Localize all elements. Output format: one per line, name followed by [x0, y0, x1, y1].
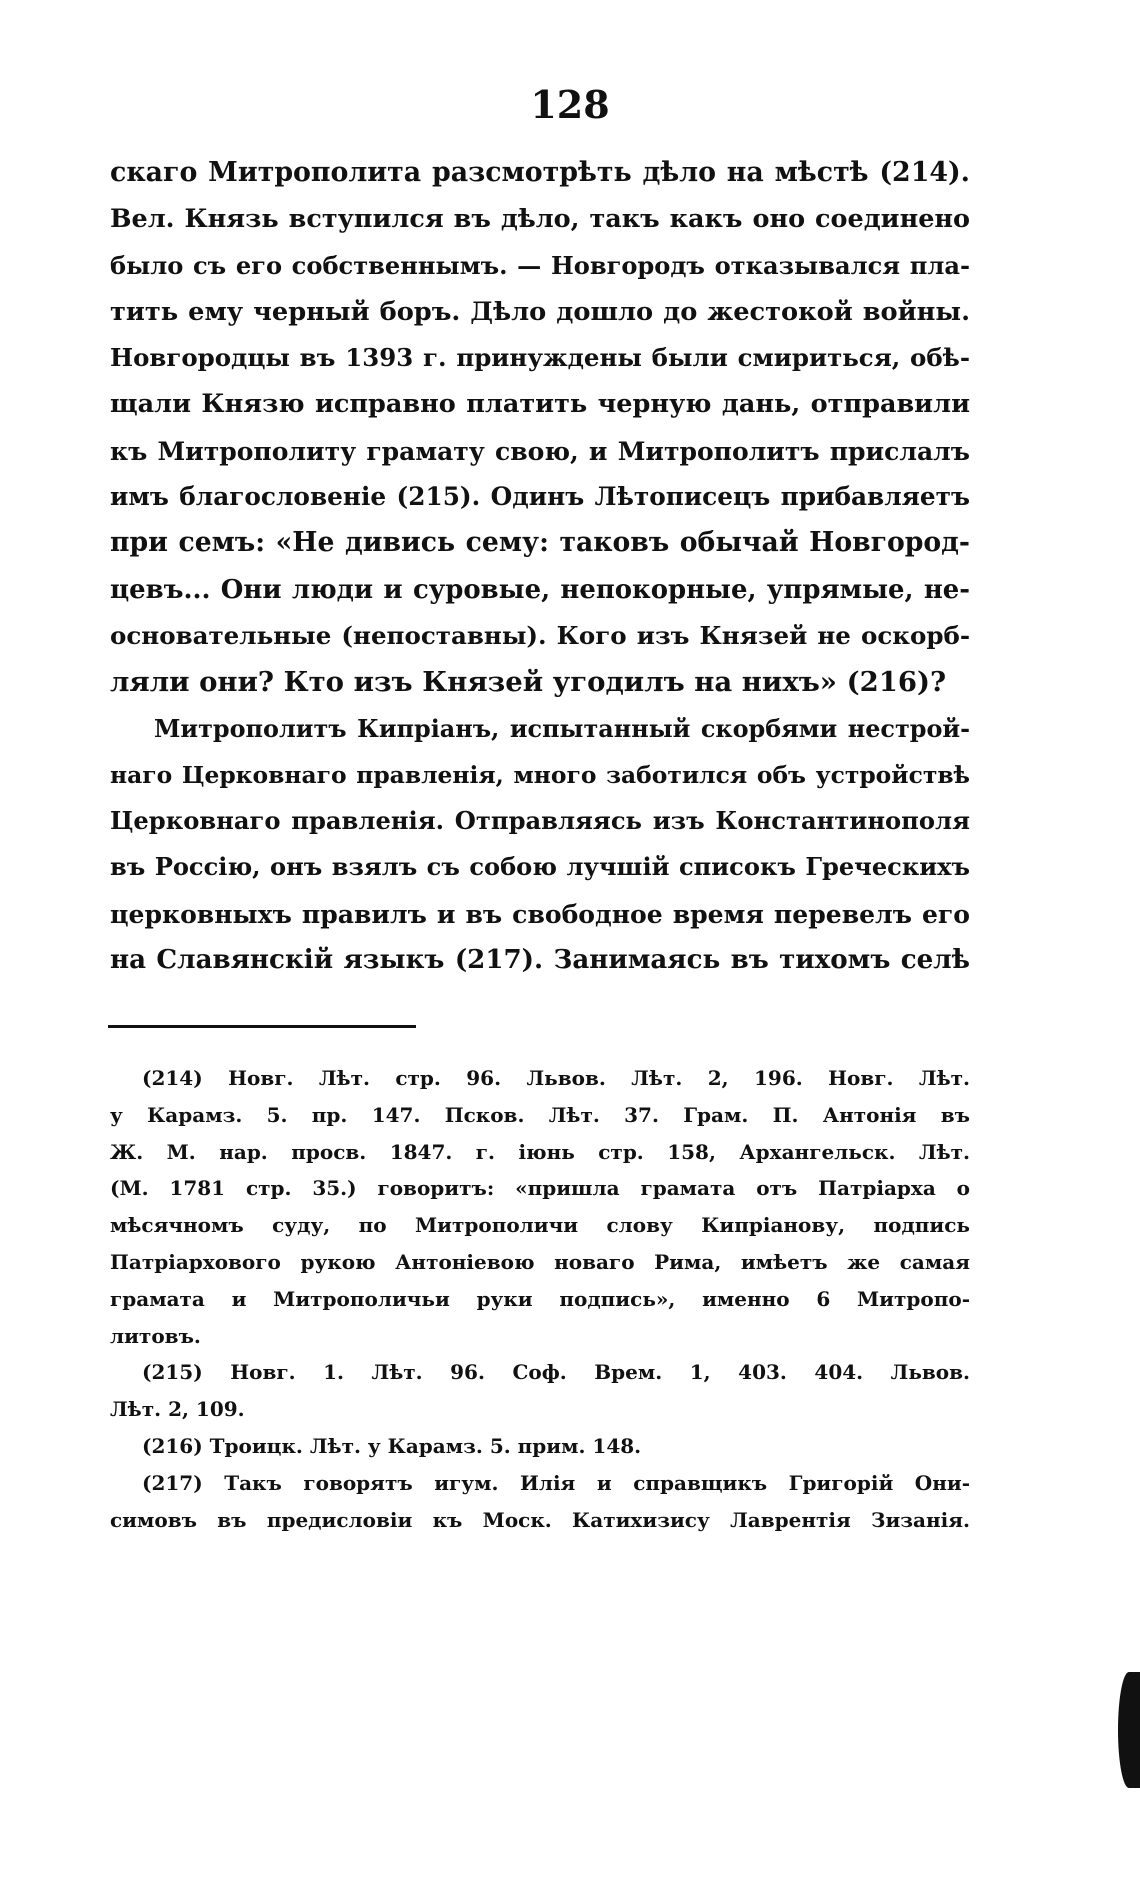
footnote-line: (215) Новг. 1. Лѣт. 96. Соф. Врем. 1, 403. 404. Львов.: [142, 1360, 970, 1385]
body-line: было съ его собственнымъ. — Новгородъ отказывался пла-: [110, 250, 970, 280]
body-line: Церковнаго правленія. Отправляясь изъ Константинополя: [110, 806, 970, 836]
footnote-line: грамата и Митрополичьи руки подпись», именно 6 Митропо-: [110, 1286, 970, 1311]
body-line: имъ благословеніе (215). Одинъ Лѣтописецъ прибавляетъ: [110, 482, 970, 512]
footnote-line: (217) Такъ говорятъ игум. Илія и справщикъ Григорій Они-: [142, 1470, 970, 1495]
body-text: [110, 150, 970, 983]
body-line: Новгородцы въ 1393 г. принуждены были смириться, обѣ-: [110, 343, 970, 373]
body-line: ляли они? Кто изъ Князей угодилъ на нихъ» (216)?: [110, 666, 947, 699]
footnote-line: Ж. М. нар. просв. 1847. г. іюнь стр. 158, Архангельск. Лѣт.: [110, 1139, 970, 1164]
scan-edge-mark: [1118, 1672, 1140, 1788]
body-line: наго Церковнаго правленія, много заботился объ устройствѣ: [110, 760, 970, 789]
body-line: Вел. Князь вступился въ дѣло, такъ какъ оно соединено: [110, 204, 970, 235]
page-number: 128: [530, 82, 610, 127]
footnote-line: (214) Новг. Лѣт. стр. 96. Львов. Лѣт. 2, 196. Новг. Лѣт.: [142, 1066, 970, 1090]
body-line: цевъ... Они люди и суровые, непокорные, упрямые, не-: [110, 574, 970, 605]
body-line: къ Митрополиту грамату свою, и Митрополитъ прислалъ: [110, 435, 970, 466]
footnote-line: (М. 1781 стр. 35.) говоритъ: «пришла грамата отъ Патріарха о: [110, 1176, 970, 1201]
body-line: на Славянскій языкъ (217). Занимаясь въ тихомъ селѣ: [110, 944, 970, 976]
footnote-line: у Карамз. 5. пр. 147. Псков. Лѣт. 37. Грам. П. Антонія въ: [110, 1102, 970, 1127]
body-line: въ Россію, онъ взялъ съ собою лучшій списокъ Греческихъ: [110, 852, 970, 882]
body-line: основательные (непоставны). Кого изъ Князей не оскорб-: [110, 620, 970, 650]
footnote-line: мѣсячномъ суду, по Митрополичи слову Кипріанову, подпись: [110, 1213, 970, 1238]
footnote-line: Лѣт. 2, 109.: [110, 1397, 245, 1422]
footnote-line: Патріархового рукою Антоніевою новаго Рима, имѣетъ же самая: [110, 1249, 970, 1274]
footnotes: [110, 1060, 970, 1538]
body-line: щали Князю исправно платить черную дань, отправили: [110, 389, 970, 420]
footnote-line: (216) Троицк. Лѣт. у Карамз. 5. прим. 148.: [142, 1433, 642, 1458]
body-line: тить ему черный боръ. Дѣло дошло до жестокой войны.: [110, 296, 970, 327]
footnote-line: симовъ въ предисловіи къ Моск. Катихизису Лаврентія Зизанія.: [110, 1507, 970, 1532]
body-line: Митрополитъ Кипріанъ, испытанный скорбями нестрой-: [154, 714, 970, 743]
body-line: скаго Митрополита разсмотрѣть дѣло на мѣстѣ (214).: [110, 157, 970, 188]
body-line: при семъ: «Не дивись сему: таковъ обычай Новгород-: [110, 527, 970, 559]
footnote-line: литовъ.: [110, 1323, 201, 1348]
body-line: церковныхъ правилъ и въ свободное время перевелъ его: [110, 898, 970, 929]
footnote-divider: [108, 1025, 416, 1028]
